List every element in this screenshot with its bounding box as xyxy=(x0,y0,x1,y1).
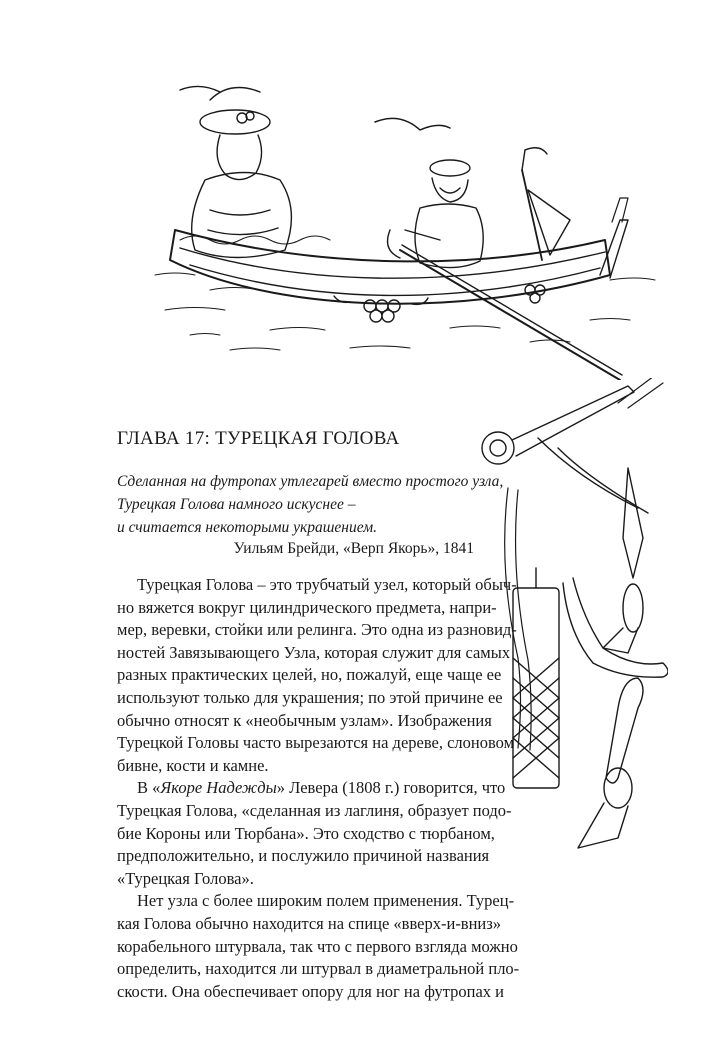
text-line: разных практических целей, но, пожалуй, еще чаще ее xyxy=(117,665,502,685)
epigraph-line: Сделанная на футропах утлегарей вместо простого узла, xyxy=(117,473,504,490)
text-line: мер, веревки, стойки или релинга. Это одна из разновид- xyxy=(117,620,517,640)
knotting-tools-illustration xyxy=(478,378,668,858)
epigraph-attribution: Уильям Брейди, «Верп Якорь», 1841 xyxy=(233,540,474,557)
text-line: скости. Она обеспечивает опору для ног на футропах и xyxy=(117,981,505,1001)
mast xyxy=(522,170,542,260)
text-line: бие Короны или Тюрбана». Это сходство с тюрбаном, xyxy=(117,823,495,843)
text-line: Турецкой Головы часто вырезаются на дереве, слоновом xyxy=(117,733,515,753)
text-line: но вяжется вокруг цилиндрического предмета, напри- xyxy=(117,597,497,617)
text-line: корабельного штурвала, так что с первого взгляда можно xyxy=(117,936,518,956)
epigraph xyxy=(117,470,504,539)
pliers-tool xyxy=(618,378,663,408)
text-fragment: » Левера (1808 г.) говорится, что xyxy=(276,778,506,798)
fid-tool xyxy=(482,386,634,464)
text-line: «Турецкая Голова». xyxy=(117,868,254,888)
lady-figure xyxy=(180,86,291,257)
text-line: бивне, кости и камне. xyxy=(117,755,269,775)
rowboat-illustration xyxy=(150,80,670,380)
text-line: обычно относят к «необычным узлам». Изображения xyxy=(117,710,492,730)
body-text xyxy=(117,574,520,1003)
text-line: кая Голова обычно находится на спице «вверх-и-вниз» xyxy=(117,913,502,933)
epigraph-line: и считается некоторыми украшением. xyxy=(117,519,378,536)
text-line: предположительно, и послужило причиной названия xyxy=(117,846,490,866)
text-line: Нет узла с более широким полем применения. Турец- xyxy=(137,891,515,911)
text-line xyxy=(117,777,506,800)
text-line: Турецкая Голова, «сделанная из лаглиня, образует подо- xyxy=(117,800,512,820)
chapter-title: ГЛАВА 17: ТУРЕЦКАЯ ГОЛОВА xyxy=(117,428,400,449)
seagull xyxy=(375,118,450,130)
text-line: определить, находится ли штурвал в диаметральной пло- xyxy=(117,959,520,979)
serving-mallet xyxy=(578,678,643,848)
water-lines xyxy=(155,273,655,350)
text-fragment: В « xyxy=(137,778,161,798)
text-line: Турецкая Голова – это трубчатый узел, который обыч- xyxy=(137,575,517,594)
leg-figure xyxy=(563,578,668,677)
text-line: ностей Завязывающего Узла, которая служит для самых xyxy=(117,642,511,662)
text-line: используют только для украшения; по этой причине ее xyxy=(117,687,503,707)
spike-tool xyxy=(538,438,648,653)
epigraph-line: Турецкая Голова намного искуснее – xyxy=(117,496,356,513)
knot-ornament xyxy=(334,296,428,322)
italic-title: Якоре Надежды xyxy=(160,778,277,798)
